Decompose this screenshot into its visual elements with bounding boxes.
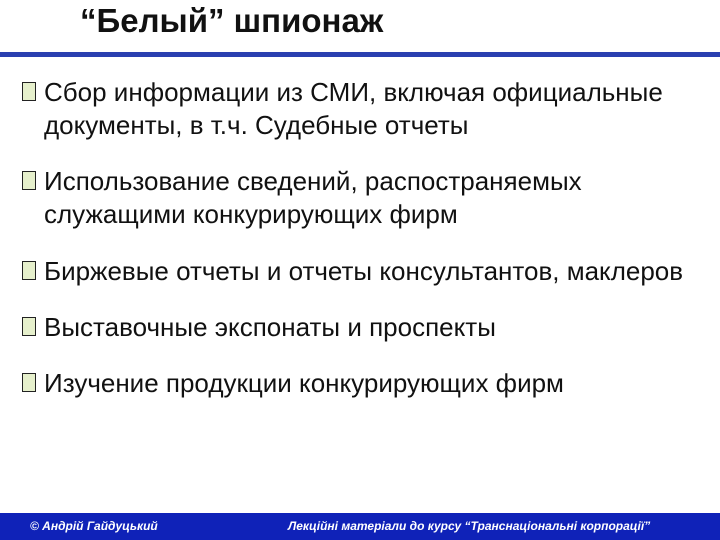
footer-course-title: Лекційні матеріали до курсу “Транснаціональні корпорації”: [288, 519, 651, 533]
bullet-item: [22, 367, 702, 400]
square-bullet-icon: [22, 261, 36, 280]
square-bullet-icon: [22, 171, 36, 190]
bullet-text: Биржевые отчеты и отчеты консультантов, маклеров: [44, 256, 684, 286]
title-divider: [0, 52, 720, 57]
bullet-item: [22, 165, 702, 231]
bullet-item: [22, 76, 702, 142]
bullet-text: Изучение продукции конкурирующих фирм: [44, 368, 564, 398]
bullet-text: Выставочные экспонаты и проспекты: [44, 312, 496, 342]
bullet-text: Использование сведений, распостраняемых служащими конкурирующих фирм: [44, 166, 582, 229]
footer-copyright: © Андрій Гайдуцький: [30, 519, 158, 533]
square-bullet-icon: [22, 373, 36, 392]
square-bullet-icon: [22, 82, 36, 101]
slide-title: “Белый” шпионаж: [80, 2, 384, 39]
bullet-item: [22, 311, 702, 344]
bullet-item: [22, 255, 702, 288]
footer-bar: [0, 513, 720, 540]
square-bullet-icon: [22, 317, 36, 336]
bullet-text: Сбор информации из СМИ, включая официальные документы, в т.ч. Судебные отчеты: [44, 77, 663, 140]
bullet-list: [22, 76, 702, 400]
